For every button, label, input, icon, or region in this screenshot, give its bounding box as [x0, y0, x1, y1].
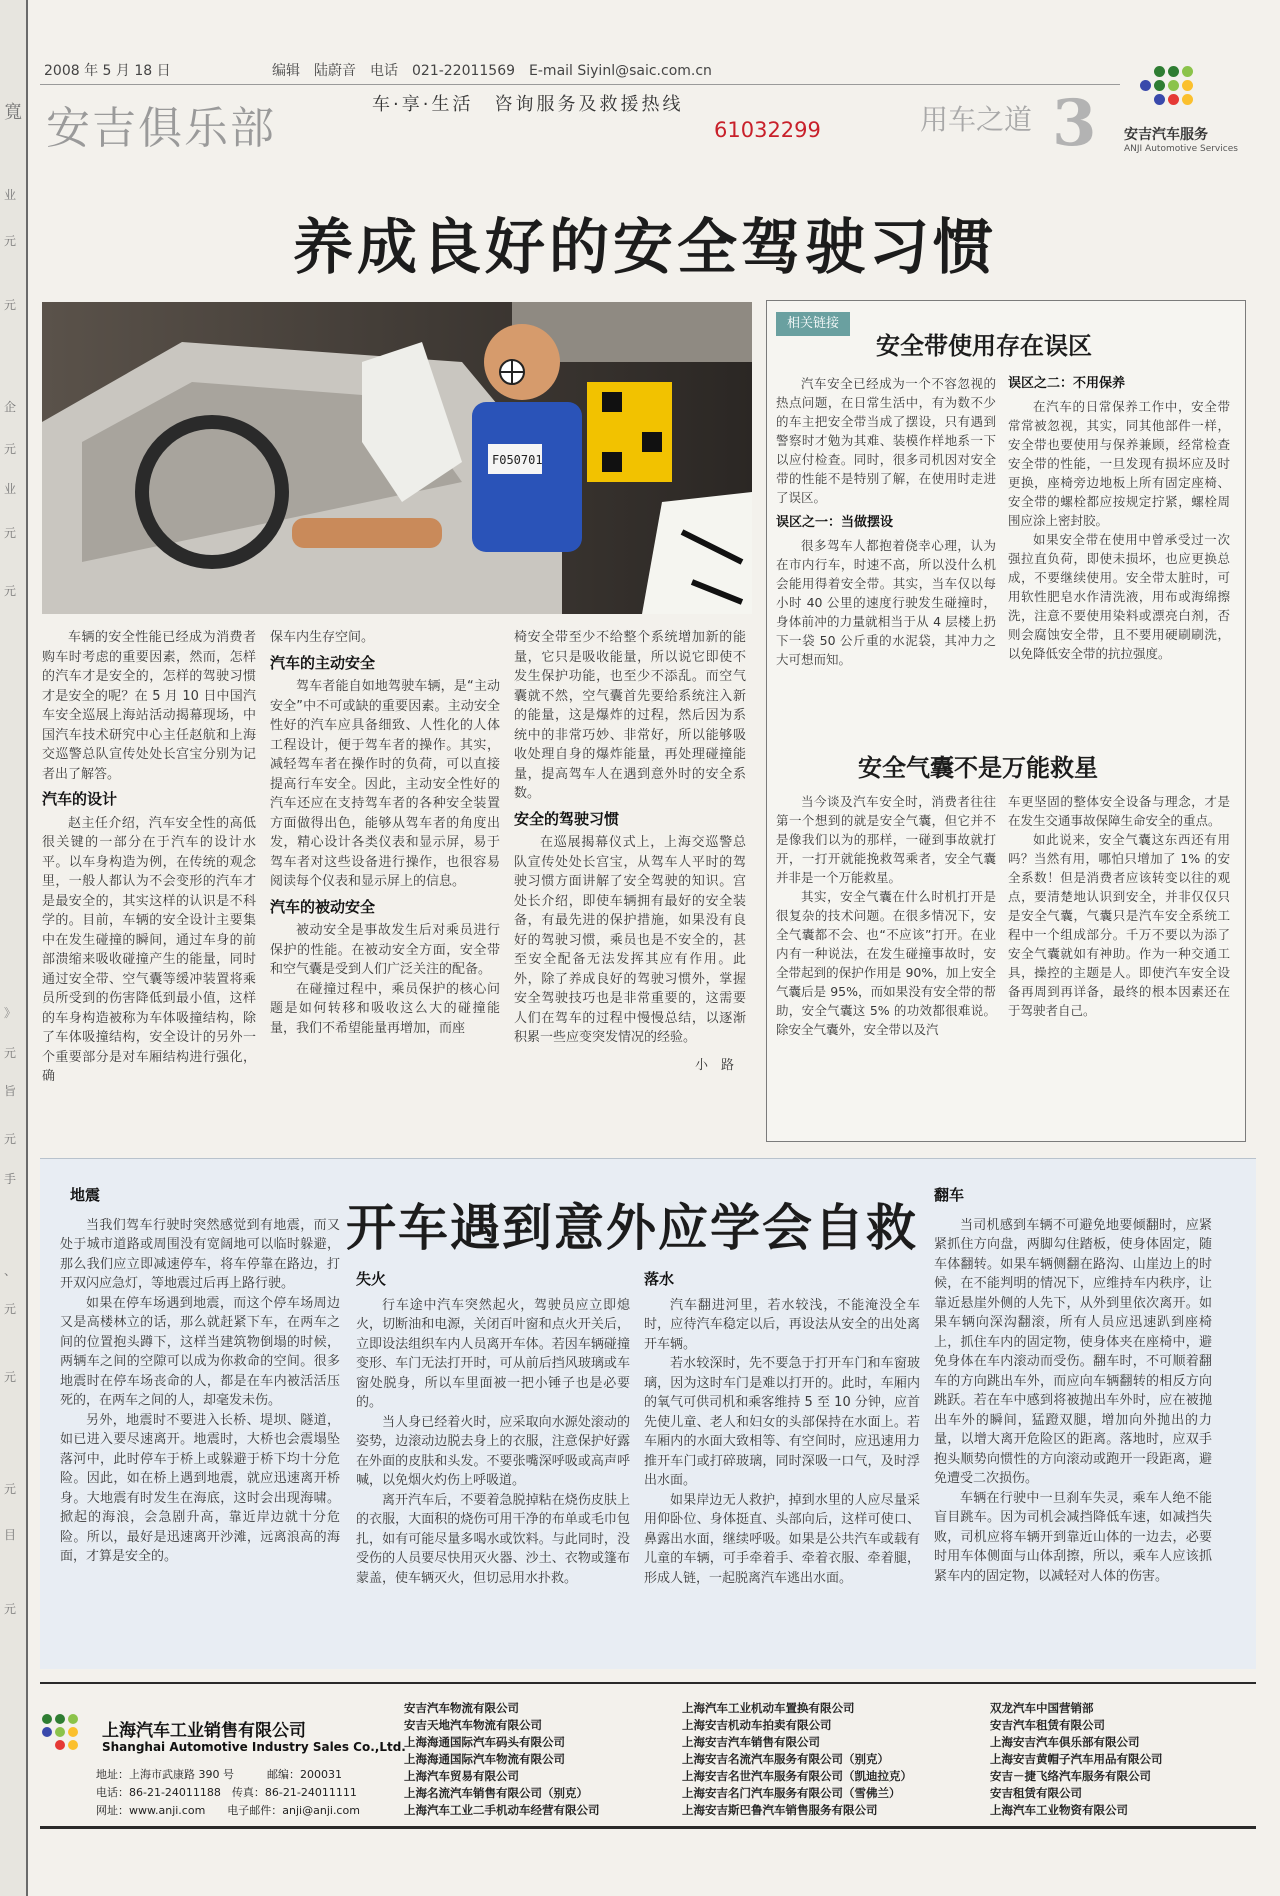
edge-char: 元 [4, 442, 17, 456]
related-paragraph: 很多驾车人都抱着侥幸心理，认为在市内行车，时速不高，所以没什么机会能用得着安全带。其实，当车仅以每小时 40 公里的速度行驶发生碰撞时，身体前冲的力量就相当于从 4 层楼上扔下一袋 50 公斤重的水泥袋，其冲力之大可想而知。 [776, 538, 996, 667]
article-paragraph: 车辆的安全性能已经成为消费者购车时考虑的重要因素，然而，怎样的汽车才是安全的，怎样的驾驶习惯才是安全的呢？在 5 月 10 日中国汽车安全巡展上海站活动揭幕现场，中国汽车技术研究中心主任赵航和上海交巡警总队宣传处处长宫宝分别为记者出了解答。 [42, 630, 256, 782]
affiliate-item: 上海安吉名流汽车服务有限公司（别克） [682, 1752, 889, 1766]
article-paragraph: 驾车者能自如地驾驶车辆，是“主动安全”中不可或缺的重要因素。主动安全性好的汽车应具备细致、人性化的人体工程设计，便于驾车者的操作。其实，减轻驾车者在操作时的负荷，可以直接提高行车安全。因此，主动安全性好的汽车还应在支持驾车者的各种安全装置方面做得出色，能够从驾车者的角度出发，精心设计各类仪表和显示屏，易于驾车者对这些设备进行操作，也很容易阅读每个仪表和显示屏上的信息。 [270, 679, 500, 889]
affiliate-item: 上海安吉名世汽车服务有限公司（凯迪拉克） [682, 1769, 912, 1783]
related-column-d [1008, 792, 1230, 1132]
article-paragraph: 赵主任介绍，汽车安全性的高低很关键的一部分在于汽车的设计水平。以车身构造为例，在传统的观念里，一般人都认为不会变形的汽车才是最安全的，其实这样的认识是不科学的。目前，车辆的安全设计主要集中在发生碰撞的瞬间，通过车身的前部溃缩来吸收碰撞产生的能量，同时通过安全带、空气囊等缓冲装置将乘员所受到的伤害降低到最小值，这样的车身构造被称为车体吸撞结构，除了车体吸撞结构，安全设计的另外一个重要部分是对车厢结构进行强化，确 [42, 815, 256, 1084]
section-name: 用车之道 [920, 103, 1033, 136]
water-paragraph: 如果岸边无人救护，掉到水里的人应尽量采用仰卧位、身体挺直、头部向后，这样可使口、鼻露出水面，继续呼吸。如果是公共汽车或载有儿童的车辆，可手牵着手、牵着衣服、牵着腿，形成人链，一起脱离汽车逃出水面。 [644, 1492, 920, 1586]
related-paragraph: 当今谈及汽车安全时，消费者往往第一个想到的就是安全气囊，但它并不是像我们以为的那样，一碰到事故就打开，一打开就能挽救驾乘者，安全气囊并非是一个万能救星。 [776, 794, 996, 885]
edge-char: 业 [4, 482, 17, 496]
page-number: 3 [1052, 86, 1097, 161]
affiliate-item: 双龙汽车中国营销部 [990, 1701, 1094, 1715]
article-paragraph: 在巡展揭幕仪式上，上海交巡警总队宣传处处长宫宝，从驾车人平时的驾驶习惯方面讲解了安全驾驶的知识。宫处长介绍，即使车辆拥有最好的安全装备，有最先进的保护措施，如果没有良好的驾驶习惯，乘员也是不安全的，甚至安全配备无法发挥其应有作用。此外，除了养成良好的驾驶习惯外，掌握安全驾驶技巧也是非常重要的，这需要人们在驾车的过程中慢慢总结，以逐渐积累一些应变突发情况的经验。 [514, 835, 746, 1045]
affiliate-item: 安吉天地汽车物流有限公司 [404, 1718, 542, 1732]
edge-char: 旨 [4, 1084, 17, 1098]
brand-name-cn: 安吉汽车服务 [1124, 127, 1208, 143]
fire-paragraph: 当人身已经着火时，应采取向水源处滚动的姿势，边滚动边脱去身上的衣服，注意保护好露在外面的皮肤和头发。不要张嘴深呼吸或高声呼喊，以免烟火灼伤上呼吸道。 [356, 1414, 630, 1488]
related-paragraph: 在汽车的日常保养工作中，安全带常常被忽视，其实，同其他部件一样，安全带也要使用与保养兼顾，经常检查安全带的性能，一旦发现有损坏应及时更换，座椅旁边地板上所有固定座椅、安全带的螺栓都应按规定拧紧，螺栓周围应涂上密封胶。 [1008, 399, 1230, 528]
related-paragraph: 汽车安全已经成为一个不容忽视的热点问题，在日常生活中，有为数不少的车主把安全带当成了摆设，只有遇到警察时才勉为其难、装模作样地系一下以应付检查。同时，很多司机因对安全带的性能不是特别了解，在使用时走进了误区。 [776, 376, 996, 505]
edge-char: 元 [4, 234, 17, 248]
water-column [644, 1270, 920, 1660]
rollover-heading: 翻车 [934, 1186, 965, 1204]
edge-char: 寬 [4, 102, 22, 123]
water-paragraph: 汽车翻进河里，若水较浅，不能淹没全车时，应待汽车稳定以后，再设法从安全的出处离开车辆。 [644, 1297, 920, 1352]
edge-char: 元 [4, 1370, 17, 1384]
issue-date: 2008 年 5 月 18 日 [44, 63, 171, 79]
edge-char: 、 [4, 1264, 17, 1278]
edge-char: 元 [4, 1602, 17, 1616]
related-column-b [1008, 374, 1230, 734]
affiliate-item: 上海汽车工业机动车置换有限公司 [682, 1701, 855, 1715]
saic-sales-logo-icon [42, 1714, 94, 1754]
edge-char: 企 [4, 400, 17, 414]
related-paragraph: 车更坚固的整体安全设备与理念，才是在发生交通事故保障生命安全的重点。 [1008, 794, 1230, 828]
crash-test-photo [42, 302, 752, 614]
affiliate-item: 上海安吉机动车拍卖有限公司 [682, 1718, 832, 1732]
related-paragraph: 其实，安全气囊在什么时机打开是很复杂的技术问题。在很多情况下，安全气囊都不会、也“不应该”打开。在业内有一种说法，在发生碰撞事故时，安全带起到的保护作用是 90%，加上安全气囊后是 95%，而如果没有安全带的帮助，安全气囊这 5% 的功效都很难说。除安全气囊外，安全带以及汽 [776, 889, 996, 1037]
edge-char: 元 [4, 1482, 17, 1496]
footer-bottom-rule [40, 1826, 1256, 1829]
edge-char: 元 [4, 1302, 17, 1316]
related-title-airbag: 安全气囊不是万能救星 [858, 753, 1098, 782]
footer-company-cn: 上海汽车工业销售有限公司 [102, 1721, 306, 1741]
footer-address: 地址：上海市武康路 390 号 邮编：200031 [96, 1768, 342, 1781]
rollover-paragraph: 车辆在行驶中一旦刹车失灵，乘车人绝不能盲目跳车。因为司机会减挡降低车速，如减挡失败，司机应将车辆开到靠近山体的一边去，必要时用车体侧面与山体刮擦，所以，乘车人应该抓紧车内的固定物，以减轻对人体的伤害。 [934, 1490, 1212, 1584]
related-paragraph: 如此说来，安全气囊这东西还有用吗？当然有用，哪怕只增加了 1% 的安全系数！但是消费者应该转变以往的观点，要清楚地认识到安全，并非仅仅只是安全气囊，气囊只是汽车安全系统工程中一个组成部分。千万不要以为添了安全气囊就如有神助。作为一种交通工具，操控的主题是人。即使汽车安全设备再周到再详备，最终的根本因素还在于驾驶者自己。 [1008, 832, 1230, 1018]
fire-column [356, 1270, 630, 1660]
article-subheading: 汽车的被动安全 [270, 897, 376, 916]
fire-paragraph: 行车途中汽车突然起火，驾驶员应立即熄火，切断油和电源，关闭百叶窗和点火开关后，立即设法组织车内人员离开车体。若因车辆碰撞变形、车门无法打开时，可从前后挡风玻璃或车窗处脱身，所以车里面被一把小锤子也是必要的。 [356, 1297, 630, 1410]
main-headline: 养成良好的安全驾驶习惯 [293, 213, 997, 283]
affiliate-item: 上海安吉斯巴鲁汽车销售服务有限公司 [682, 1803, 878, 1817]
rollover-paragraph: 当司机感到车辆不可避免地要倾翻时，应紧紧抓住方向盘，两脚勾住踏板，使身体固定，随车体翻转。如果车辆侧翻在路沟、山崖边上的时候，在不能判明的情况下，应维持车内秩序，让靠近悬崖外侧的人先下，从外到里依次离开。如果车辆向深沟翻滚，所有人员应迅速趴到座椅上，抓住车内的固定物，使身体夹在座椅中，避免身体在车内滚动而受伤。翻车时，不可顺着翻车的方向跳出车外，而应向车辆翻转的相反方向跳跃。若在车中感到将被抛出车外时，应在被抛出车外的瞬间，猛蹬双腿，增加向外抛出的力量，以增大离开危险区的距离。落地时，应双手抱头顺势向惯性的方向滚动或跑开一段距离，避免遭受二次损伤。 [934, 1217, 1212, 1486]
edge-char: 元 [4, 1046, 17, 1060]
article-paragraph: 保车内生存空间。 [270, 630, 375, 645]
related-links-tag: 相关链接 [776, 312, 850, 336]
affiliate-item: 安吉汽车物流有限公司 [404, 1701, 519, 1715]
edge-char: 元 [4, 298, 17, 312]
affiliate-item: 上海名流汽车销售有限公司（别克） [404, 1786, 588, 1800]
article-paragraph: 在碰撞过程中，乘员保护的核心问题是如何转移和吸收这么大的碰撞能量，我们不希望能量再增加，而座 [270, 981, 500, 1036]
hotline-number: 61032299 [714, 118, 821, 142]
header-rule [40, 84, 1120, 85]
hotline-tagline: 车·享·生活 咨询服务及救援热线 [372, 94, 684, 115]
affiliate-item: 上海汽车工业二手机动车经营有限公司 [404, 1803, 600, 1817]
edge-char: 目 [4, 1528, 17, 1542]
footer-company-en: Shanghai Automotive Industry Sales Co.,Ltd. [102, 1740, 406, 1754]
editor-info: 编辑 陆蔚音 电话 021-22011569 E-mail Siyinl@saic.com.cn [272, 63, 712, 79]
related-column-a [776, 374, 996, 734]
fire-paragraph: 离开汽车后，不要着急脱掉粘在烧伤皮肤上的衣服，大面积的烧伤可用干净的布单或毛巾包扎，如有可能尽量多喝水或饮料。与此同时，没受伤的人员要尽快用灭火器、沙土、衣物或篷布蒙盖，使车辆灭火，但切忌用水扑救。 [356, 1492, 630, 1586]
article-paragraph: 椅安全带至少不给整个系统增加新的能量，它只是吸收能量，所以说它即使不发生保护功能，也至少不添乱。而空气囊就不然，空气囊首先要给系统注入新的能量，这是爆炸的过程，然后因为系统中的非常巧妙、非常好，所以能够吸收处理自身的爆炸能量，再处理碰撞能量，提高驾车人在遇到意外时的安全系数。 [514, 630, 746, 801]
affiliate-item: 上海安吉名门汽车服务有限公司（雪佛兰） [682, 1786, 901, 1800]
edge-char: 业 [4, 188, 17, 202]
quake-column [60, 1186, 340, 1656]
related-column-c [776, 792, 996, 1132]
article-subheading: 安全的驾驶习惯 [514, 809, 620, 828]
related-subheading: 误区之二：不用保养 [1008, 376, 1126, 391]
affiliate-item: 上海汽车贸易有限公司 [404, 1769, 519, 1783]
water-heading: 落水 [644, 1270, 675, 1288]
affiliate-item: 上海汽车工业物资有限公司 [990, 1803, 1128, 1817]
edge-char: 元 [4, 1132, 17, 1146]
quake-paragraph: 另外，地震时不要进入长桥、堤坝、隧道，如已进入要尽速离开。地震时，大桥也会震塌坠落河中，此时停车于桥上或躲避于桥下均十分危险。因此，如在桥上遇到地震，就应迅速离开桥身。大地震有时发生在海底，这时会出现海啸。掀起的海浪，会急剧升高，靠近岸边就十分危险。所以，最好是迅速离开沙滩，远离浪高的海面，才算是安全的。 [60, 1412, 340, 1564]
article-column-3 [514, 628, 746, 1136]
related-paragraph: 如果安全带在使用中曾承受过一次强拉直负荷，即使未损坏，也应更换总成，不要继续使用。安全带太脏时，可用软性肥皂水作清洗液，用布或海绵擦洗，注意不要使用染料或漂亮白剂，否则会腐蚀安全带，且不要用硬刷刷洗，以免降低安全带的抗拉强度。 [1008, 532, 1230, 661]
article-column-2 [270, 628, 500, 1136]
article-author: 小 路 [694, 1057, 734, 1073]
footer-top-rule [40, 1682, 1256, 1684]
related-subheading: 误区之一：当做摆设 [776, 515, 894, 530]
anji-logo-icon [1140, 64, 1220, 120]
rollover-column [934, 1186, 1212, 1656]
edge-char: 元 [4, 584, 17, 598]
footer-phone-fax: 电话：86-21-24011188 传真：86-21-24011111 [96, 1786, 357, 1799]
article-column-1 [42, 628, 256, 1136]
edge-char: 元 [4, 526, 17, 540]
footer-web-email: 网址：www.anji.com 电子邮件：anji@anji.com [96, 1804, 360, 1817]
article-paragraph: 被动安全是事故发生后对乘员进行保护的性能。在被动安全方面，安全带和空气囊是受到人们广泛关注的配备。 [270, 923, 500, 977]
brand-name-en: ANJI Automotive Services [1124, 144, 1238, 154]
edge-char: 手 [4, 1172, 17, 1186]
affiliate-item: 上海海通国际汽车码头有限公司 [404, 1735, 565, 1749]
water-paragraph: 若水较深时，先不要急于打开车门和车窗玻璃，因为这时车门是难以打开的。此时，车厢内的氧气可供司机和乘客维持 5 至 10 分钟，应首先使儿童、老人和妇女的头部保持在水面上。若车厢内的水面大致相等、有空间时，应迅速用力推开车门或打碎玻璃，同时深吸一口气，及时浮出水面。 [644, 1356, 920, 1488]
affiliate-item: 上海安吉汽车销售有限公司 [682, 1735, 820, 1749]
dummy-tag-label: F050701 [492, 453, 543, 467]
article-subheading: 汽车的设计 [42, 790, 118, 808]
quake-paragraph: 当我们驾车行驶时突然感觉到有地震，而又处于城市道路或周围没有宽阔地可以临时躲避，那么我们应立即减速停车，将车停靠在路边，打开双闪应急灯，等地震过后再上路行驶。 [60, 1217, 340, 1291]
edge-char: 》 [4, 1006, 17, 1020]
affiliate-item: 上海安吉汽车俱乐部有限公司 [990, 1735, 1140, 1749]
fire-heading: 失火 [356, 1270, 387, 1288]
affiliate-item: 安吉租赁有限公司 [990, 1786, 1082, 1800]
club-title: 安吉俱乐部 [46, 103, 276, 154]
affiliate-item: 安吉汽车租赁有限公司 [990, 1718, 1105, 1732]
quake-paragraph: 如果在停车场遇到地震，而这个停车场周边又是高楼林立的话，那么就赶紧下车，在两车之间的位置抱头蹲下，这样当建筑物倒塌的时候，两辆车之间的空隙可以成为你救命的空间。很多地震时在停车场丧命的人，都是在车内被活活压死的，在两车之间的人，却毫发未伤。 [60, 1295, 340, 1408]
affiliate-item: 上海海通国际汽车物流有限公司 [404, 1752, 565, 1766]
quake-heading: 地震 [70, 1186, 101, 1204]
self-rescue-headline: 开车遇到意外应学会自救 [346, 1198, 918, 1257]
affiliate-item: 安吉－捷飞络汽车服务有限公司 [990, 1769, 1151, 1783]
affiliate-item: 上海安吉黄帽子汽车用品有限公司 [990, 1752, 1163, 1766]
article-subheading: 汽车的主动安全 [270, 653, 376, 672]
related-title-seatbelt: 安全带使用存在误区 [876, 331, 1092, 360]
